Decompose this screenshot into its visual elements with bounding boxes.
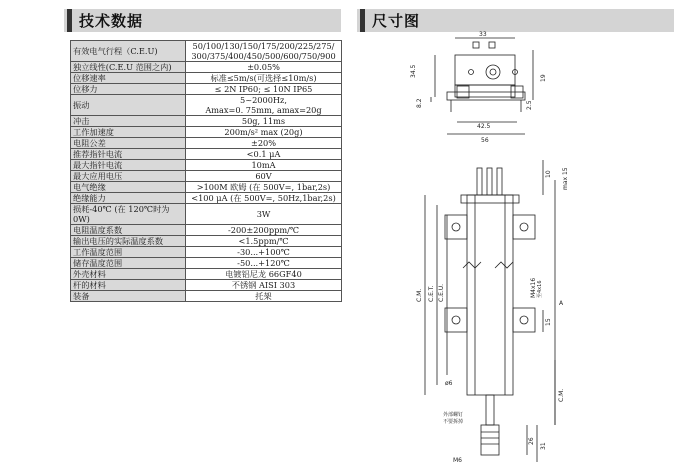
spec-value: <1.5ppm/℃ — [186, 236, 342, 247]
terminal-pin — [497, 168, 502, 195]
bracket-screw — [452, 316, 460, 324]
sensor-body — [467, 195, 513, 395]
spec-value: 50g, 11ms — [186, 116, 342, 127]
spec-value: >100M 欧姆 (在 500V=, 1bar,2s) — [186, 182, 342, 193]
dimensions-title: 尺寸图 — [372, 12, 421, 30]
dimension-drawing — [355, 30, 675, 470]
label-max15: max 15 — [562, 167, 569, 190]
spec-value: 10mA — [186, 160, 342, 171]
spec-row — [71, 160, 342, 171]
spec-label: 最大指针电流 — [71, 160, 186, 171]
spec-value: 3W — [186, 204, 342, 225]
spec-label: 损耗-40℃ (在 120℃时为 0W) — [71, 204, 186, 225]
spec-value: 电镀铝尼龙 66GF40 — [186, 269, 342, 280]
spec-value: 不锈钢 AISI 303 — [186, 280, 342, 291]
break-mark — [463, 262, 481, 268]
label-56: 56 — [481, 137, 489, 144]
spec-value: <0.1 μA — [186, 149, 342, 160]
label-m4b: 至4x16 — [537, 280, 543, 298]
spec-row — [71, 138, 342, 149]
top-hole-inner — [490, 69, 496, 75]
spec-value: -30...+100℃ — [186, 247, 342, 258]
label-cm: C.M. — [416, 288, 423, 302]
spec-value: 200m/s² max (20g) — [186, 127, 342, 138]
label-a: A — [559, 300, 564, 307]
spec-row — [71, 149, 342, 160]
label-10: 10 — [545, 170, 552, 178]
spec-label: 最大应用电压 — [71, 171, 186, 182]
spec-row — [71, 182, 342, 193]
label-phi6: ø6 — [445, 380, 453, 387]
spec-row — [71, 116, 342, 127]
tech-data-title: 技术数据 — [79, 12, 144, 30]
spec-label: 外壳材料 — [71, 269, 186, 280]
mount-bracket — [513, 308, 535, 332]
header-bar — [360, 9, 365, 32]
spec-label: 位移速率 — [71, 73, 186, 84]
spec-value: ±20% — [186, 138, 342, 149]
header-bar — [67, 9, 72, 32]
top-body — [455, 55, 515, 85]
label-note1: 外部螺钉 — [443, 412, 464, 418]
spec-label: 储存温度范围 — [71, 258, 186, 269]
spec-label: 工作温度范围 — [71, 247, 186, 258]
label-note2: 不要拆掉 — [443, 419, 464, 425]
spec-row — [71, 269, 342, 280]
mount-bracket — [445, 308, 467, 332]
top-pin — [469, 70, 474, 75]
spec-value: 5~2000Hz, Amax=0. 75mm, amax=20g — [186, 95, 342, 116]
spec-row — [71, 280, 342, 291]
spec-label: 冲击 — [71, 116, 186, 127]
mount-bracket — [513, 215, 535, 239]
rod-end — [481, 425, 499, 455]
spec-label: 位移力 — [71, 84, 186, 95]
spec-value: ≤ 2N IP60; ≤ 10N IP65 — [186, 84, 342, 95]
spec-value: 60V — [186, 171, 342, 182]
spec-row — [71, 236, 342, 247]
label-ceu: C.E.U. — [438, 283, 445, 302]
label-15: 15 — [545, 318, 552, 326]
top-hole — [486, 65, 500, 79]
spec-value: <100 μA (在 500V=, 50Hz,1bar,2s) — [186, 193, 342, 204]
spec-row — [71, 225, 342, 236]
spec-label: 独立线性(C.E.U 范围之内) — [71, 62, 186, 73]
top-tab — [473, 42, 479, 48]
label-m6: M6 — [453, 457, 462, 464]
spec-row — [71, 291, 342, 302]
label-2-5: 2.5 — [526, 100, 533, 110]
spec-row — [71, 73, 342, 84]
spec-row — [71, 204, 342, 225]
spec-value: 标准≤5m/s(可选择≤10m/s) — [186, 73, 342, 84]
label-19: 19 — [540, 74, 547, 82]
spec-label: 装备 — [71, 291, 186, 302]
bracket — [447, 92, 525, 100]
spec-label: 有效电气行程（C.E.U) — [71, 41, 186, 62]
spec-row — [71, 127, 342, 138]
spec-row — [71, 84, 342, 95]
spec-row — [71, 62, 342, 73]
spec-label: 工作加速度 — [71, 127, 186, 138]
spec-label: 电气绝缘 — [71, 182, 186, 193]
rod — [486, 395, 494, 425]
spec-label: 杆的材料 — [71, 280, 186, 291]
spec-label: 电阻温度系数 — [71, 225, 186, 236]
body-cap — [461, 195, 519, 203]
mount-bracket — [445, 215, 467, 239]
top-base — [455, 85, 515, 97]
dimensions-header — [357, 9, 674, 32]
label-cet: C.E.T. — [428, 285, 435, 302]
spec-label: 输出电压的实际温度系数 — [71, 236, 186, 247]
spec-label: 电阻公差 — [71, 138, 186, 149]
spec-row — [71, 258, 342, 269]
spec-value: -200±200ppm/℃ — [186, 225, 342, 236]
label-33: 33 — [479, 31, 487, 38]
spec-value: -50...+120℃ — [186, 258, 342, 269]
tech-data-header — [64, 9, 341, 32]
spec-value: ±0.05% — [186, 62, 342, 73]
label-cm2: C.M. — [558, 388, 565, 402]
bracket-screw — [452, 223, 460, 231]
spec-label: 振动 — [71, 95, 186, 116]
label-m4: M4x16 — [530, 277, 537, 298]
spec-row — [71, 193, 342, 204]
label-34-5: 34.5 — [410, 64, 417, 78]
label-42-5: 42.5 — [477, 123, 491, 130]
label-8-2: 8.2 — [416, 98, 423, 108]
bracket-screw — [520, 223, 528, 231]
spec-value: 50/100/130/150/175/200/225/275/ 300/375/400/450/500/600/750/900 — [186, 41, 342, 62]
spec-label: 推荐指针电流 — [71, 149, 186, 160]
spec-row — [71, 41, 342, 62]
terminal-pin — [487, 168, 492, 195]
label-31: 31 — [540, 442, 547, 450]
top-tab — [489, 42, 495, 48]
spec-value: 托架 — [186, 291, 342, 302]
spec-row — [71, 171, 342, 182]
spec-row — [71, 247, 342, 258]
label-26: 26 — [528, 437, 535, 445]
bracket-screw — [520, 316, 528, 324]
break-mark — [495, 262, 513, 268]
spec-row — [71, 95, 342, 116]
spec-table — [70, 40, 342, 302]
spec-label: 绝缘能力 — [71, 193, 186, 204]
terminal-pin — [477, 168, 482, 195]
